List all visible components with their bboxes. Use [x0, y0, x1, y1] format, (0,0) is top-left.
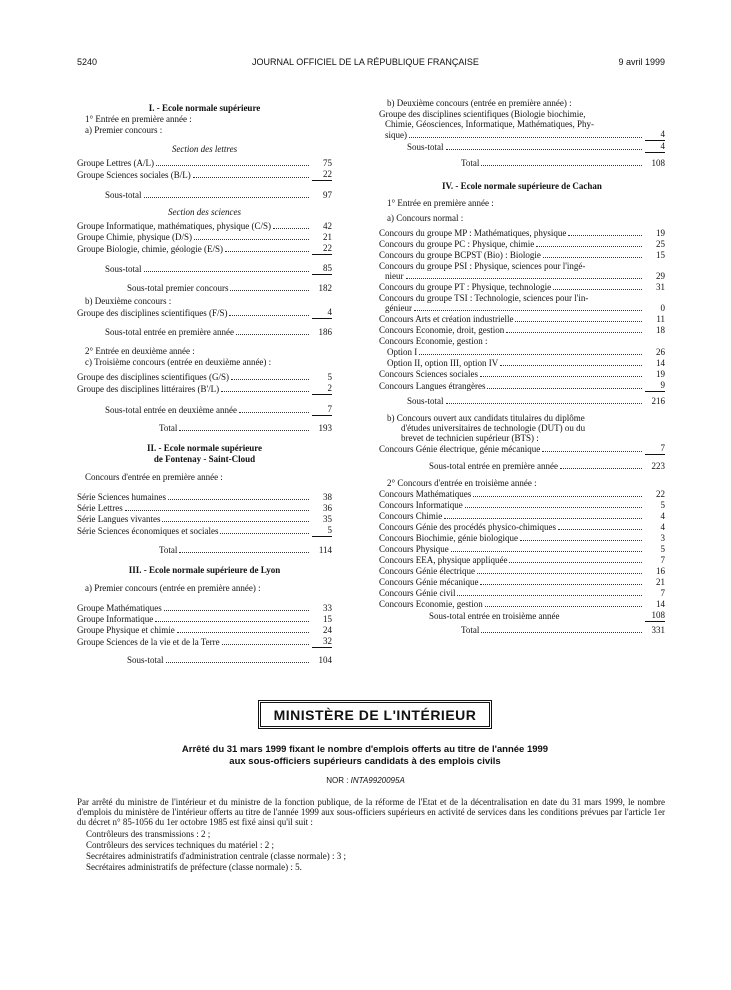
table-row	[379, 325, 665, 336]
multiline-label: Concours du groupe PSI : Physique, sciences pour l'ingé-	[379, 261, 586, 271]
row-label: Série Sciences humaines	[77, 492, 166, 502]
row-value: 19	[656, 369, 665, 379]
table-row	[379, 271, 665, 282]
section-title: IV. - Ecole normale supérieure de Cachan	[442, 181, 602, 191]
table-row	[379, 380, 665, 392]
row-value: 33	[323, 603, 332, 613]
row-value: 22	[312, 243, 332, 255]
row-label: Total	[159, 545, 178, 555]
table-row	[379, 555, 665, 566]
row-label: Concours Informatique	[379, 500, 463, 510]
row-label: Groupe Informatique, mathématiques, physique (C/S)	[77, 221, 271, 231]
row-value: 14	[656, 358, 665, 368]
total-row	[379, 158, 665, 169]
row-value: 15	[656, 250, 665, 260]
row-label: Concours Génie civil	[379, 588, 456, 598]
row-value: 15	[323, 614, 332, 624]
table-row	[379, 282, 665, 293]
subsection-heading: Section des lettres	[171, 144, 238, 154]
row-value: 108	[651, 158, 665, 168]
multiline-label: b) Concours ouvert aux candidats titulaires du diplôme	[387, 413, 585, 423]
subtotal-row	[77, 404, 332, 416]
row-label: Concours Génie mécanique	[379, 577, 479, 587]
row-label: Groupe Sciences de la vie et de la Terre	[77, 637, 220, 647]
c-rows	[77, 372, 332, 395]
total-row	[77, 423, 332, 434]
row-value: 97	[323, 190, 332, 200]
subtotal-row	[77, 283, 332, 294]
s4-rows	[379, 228, 665, 261]
table-row	[379, 511, 665, 522]
row-label: Sous-total	[127, 655, 164, 665]
row-value: 108	[645, 610, 665, 622]
row-value: 331	[651, 625, 665, 635]
s4-rows	[379, 314, 665, 336]
table-row	[77, 503, 332, 514]
row-label: Concours Economie, gestion	[379, 599, 483, 609]
row-label: génieur	[385, 303, 412, 313]
subtotal-row	[77, 327, 332, 338]
row-value: 21	[656, 577, 665, 587]
table-row	[379, 500, 665, 511]
row-value: 0	[660, 303, 665, 313]
table-row	[77, 383, 332, 395]
table-row	[77, 158, 332, 169]
row-value: 11	[656, 314, 665, 324]
row-value: 42	[323, 221, 332, 231]
group-heading: Concours Economie, gestion :	[379, 336, 488, 346]
row-label: Concours Biochimie, génie biologique	[379, 533, 518, 543]
row-value: 35	[323, 514, 332, 524]
entry-heading: 1° Entrée en première année :	[85, 114, 192, 124]
nor-code: INTA9920095A	[350, 776, 405, 785]
table-row	[77, 625, 332, 636]
row-label: Groupe des disciplines littéraires (B'/L)	[77, 384, 220, 394]
row-label: Groupe Chimie, physique (D/S)	[77, 232, 192, 242]
section-title: de Fontenay - Saint-Cloud	[153, 454, 256, 464]
row-value: 182	[318, 283, 332, 293]
row-value: 4	[660, 511, 665, 521]
entry-heading: 1° Entrée en première année :	[387, 198, 494, 208]
row-label: Option I	[387, 347, 418, 357]
table-row	[379, 250, 665, 261]
row-value: 22	[656, 489, 665, 499]
row-value: 223	[651, 461, 665, 471]
table-row	[379, 129, 665, 141]
row-value: 21	[323, 232, 332, 242]
row-value: 4	[645, 141, 665, 153]
row-value: 4	[660, 522, 665, 532]
section-title: III. - Ecole normale supérieure de Lyon	[128, 565, 281, 575]
subtotal-row	[77, 655, 332, 666]
row-label: sique)	[385, 130, 407, 140]
row-value: 9	[645, 380, 665, 392]
ministry-heading: MINISTÈRE DE L'INTÉRIEUR	[258, 700, 492, 729]
table-row	[379, 443, 665, 455]
row-label: Total	[461, 158, 480, 168]
issue-date: 9 avril 1999	[618, 57, 665, 67]
row-value: 4	[312, 307, 332, 319]
concours-heading: b) Deuxième concours :	[85, 296, 172, 306]
list-item: Contrôleurs des transmissions : 2 ;	[86, 829, 211, 839]
row-label: Concours Physique	[379, 544, 449, 554]
concours-heading: a) Premier concours (entrée en première année) :	[85, 583, 261, 593]
section-title: I. - Ecole normale supérieure	[148, 103, 261, 113]
row-label: Groupe des disciplines scientifiques (G/S)	[77, 372, 229, 382]
table-row	[379, 303, 665, 314]
subtotal-row	[379, 396, 665, 407]
s4-rows	[379, 489, 665, 610]
table-row	[77, 525, 332, 537]
row-value: 5	[660, 544, 665, 554]
subtotal-row	[77, 263, 332, 275]
right-column	[379, 98, 665, 636]
s3-rows	[77, 603, 332, 648]
table-row	[77, 636, 332, 648]
s4-rows	[379, 369, 665, 392]
row-label: Concours Chimie	[379, 511, 443, 521]
table-row	[77, 221, 332, 232]
concours-heading: Concours d'entrée en première année :	[85, 472, 223, 482]
row-value: 36	[323, 503, 332, 513]
table-row	[77, 514, 332, 525]
table-row	[379, 566, 665, 577]
list-item: Secrétaires administratifs d'administration centrale (classe normale) : 3 ;	[86, 851, 347, 861]
concours-heading: b) Deuxième concours (entrée en première année) :	[387, 98, 572, 108]
row-label: Concours Economie, droit, gestion	[379, 325, 505, 335]
row-label: Série Langues vivantes	[77, 514, 161, 524]
multiline-label: Chimie, Géosciences, Informatique, Mathématiques, Phy-	[385, 119, 594, 129]
subsection-heading: Section des sciences	[168, 207, 241, 217]
row-label: Groupe Biologie, chimie, géologie (E/S)	[77, 244, 223, 254]
row-label: Sous-total entrée en première année	[429, 461, 558, 471]
entry-heading: 2° Entrée en deuxième année :	[85, 346, 195, 356]
list-item: Contrôleurs des services techniques du matériel : 2 ;	[86, 840, 274, 850]
row-label: Concours Mathématiques	[379, 489, 472, 499]
table-row	[379, 599, 665, 610]
total-row	[77, 545, 332, 556]
row-value: 75	[323, 158, 332, 168]
row-value: 5	[312, 525, 332, 537]
row-label: Sous-total	[407, 396, 444, 406]
row-value: 31	[656, 282, 665, 292]
row-label: Total	[461, 625, 480, 635]
row-value: 114	[318, 545, 332, 555]
row-label: Concours EEA, physique appliquée	[379, 555, 508, 565]
row-value: 7	[312, 404, 332, 416]
row-label: Concours Génie électrique	[379, 566, 475, 576]
decree-list	[86, 829, 346, 873]
row-value: 4	[645, 129, 665, 141]
row-value: 186	[318, 327, 332, 337]
row-value: 25	[656, 239, 665, 249]
row-label: Série Lettres	[77, 503, 123, 513]
row-label: Série Sciences économiques et sociales	[77, 526, 219, 536]
row-label: Concours Sciences sociales	[379, 369, 478, 379]
multiline-label: brevet de technicien supérieur (BTS) :	[401, 433, 539, 443]
table-row	[379, 533, 665, 544]
multiline-label: Groupe des disciplines scientifiques (Biologie biochimie,	[379, 109, 586, 119]
table-row	[77, 603, 332, 614]
row-value: 85	[312, 263, 332, 275]
row-label: Groupe Sciences sociales (B/L)	[77, 170, 191, 180]
multiline-label: Concours du groupe TSI : Technologie, sciences pour l'in-	[379, 293, 589, 303]
row-value: 5	[660, 500, 665, 510]
option-rows	[379, 347, 665, 369]
table-row	[77, 243, 332, 255]
table-row	[387, 358, 665, 369]
left-column	[77, 98, 332, 666]
subtotal-row	[379, 141, 665, 153]
row-label: Concours Arts et création industrielle	[379, 314, 514, 324]
row-label: Groupe Physique et chimie	[77, 625, 175, 635]
row-label: Sous-total	[105, 264, 142, 274]
row-value: 7	[645, 443, 665, 455]
row-label: Option II, option III, option IV	[387, 358, 499, 368]
row-value: 104	[318, 655, 332, 665]
row-value: 16	[656, 566, 665, 576]
concours-heading: a) Premier concours :	[85, 125, 163, 135]
row-value: 38	[323, 492, 332, 502]
row-value: 19	[656, 228, 665, 238]
row-value: 7	[660, 555, 665, 565]
table-row	[387, 347, 665, 358]
row-value: 2	[312, 383, 332, 395]
entry-heading: 2° Concours d'entrée en troisième année :	[387, 478, 537, 488]
table-row	[379, 239, 665, 250]
multiline-label: d'études universitaires de technologie (DUT) ou du	[401, 423, 586, 433]
table-row	[379, 522, 665, 533]
row-label: Sous-total premier concours	[127, 283, 229, 293]
row-value: 32	[312, 636, 332, 648]
lettres-rows	[77, 158, 332, 181]
decree-title: aux sous-officiers supérieurs candidats à des emplois civils	[229, 756, 501, 767]
subtotal-row	[77, 190, 332, 201]
table-row	[379, 544, 665, 555]
row-label: Groupe Lettres (A/L)	[77, 158, 154, 168]
nor-reference	[0, 776, 731, 785]
row-value: 18	[656, 325, 665, 335]
row-label: Groupe des disciplines scientifiques (F/S)	[77, 308, 228, 318]
table-row	[379, 489, 665, 500]
row-value: 3	[660, 533, 665, 543]
nor-label: NOR :	[326, 776, 349, 785]
row-label: Concours du groupe MP : Mathématiques, physique	[379, 228, 567, 238]
table-row	[379, 369, 665, 380]
concours-heading: a) Concours normal :	[387, 213, 464, 223]
table-row	[77, 492, 332, 503]
table-row	[379, 577, 665, 588]
table-row	[77, 169, 332, 181]
row-label: Sous-total entrée en première année	[105, 327, 234, 337]
row-label: Groupe Mathématiques	[77, 603, 162, 613]
table-row	[379, 228, 665, 239]
table-row	[77, 614, 332, 625]
row-value: 7	[660, 588, 665, 598]
sciences-rows	[77, 221, 332, 255]
row-label: Sous-total	[407, 142, 444, 152]
table-row	[77, 307, 332, 319]
s2-rows	[77, 492, 332, 537]
row-value: 24	[323, 625, 332, 635]
row-label: Concours du groupe PC : Physique, chimie	[379, 239, 535, 249]
row-value: 193	[318, 423, 332, 433]
row-label: Sous-total entrée en troisième année	[429, 611, 560, 621]
row-value: 216	[651, 396, 665, 406]
table-row	[379, 314, 665, 325]
row-label: Concours du groupe PT : Physique, technologie	[379, 282, 552, 292]
row-label: Concours Langues étrangères	[379, 381, 486, 391]
row-label: Concours Génie des procédés physico-chimiques	[379, 522, 556, 532]
page-number: 5240	[77, 57, 98, 67]
row-value: 26	[656, 347, 665, 357]
decree-body: Par arrêté du ministre de l'intérieur et du ministre de la fonction publique, de la réforme de l'Etat et de la décentralisation en date du 31 mars 1999, le nombre d'emplois du ministère de l'intérieur offerts au titre de l'année 1999 aux sous-officiers supérieurs en activité de services dans les conditions prévues par l'article 1er du décret n° 85-1056 du 1er octobre 1985 est fixé ainsi qu'il suit :	[77, 797, 665, 827]
concours-heading: c) Troisième concours (entrée en deuxième année) :	[85, 357, 272, 367]
row-value: 5	[327, 372, 332, 382]
table-row	[379, 588, 665, 599]
row-label: nieur	[385, 271, 404, 281]
journal-title: JOURNAL OFFICIEL DE LA RÉPUBLIQUE FRANÇAISE	[252, 57, 479, 67]
decree-title: Arrêté du 31 mars 1999 fixant le nombre d'emplois offerts au titre de l'année 1999	[181, 744, 549, 755]
row-label: Sous-total	[105, 190, 142, 200]
row-value: 29	[656, 271, 665, 281]
list-item: Secrétaires administratifs de préfecture (classe normale) : 5.	[86, 862, 302, 872]
row-label: Total	[159, 423, 178, 433]
table-row	[77, 372, 332, 383]
row-label: Groupe Informatique	[77, 614, 154, 624]
total-row	[379, 625, 665, 636]
row-label: Concours Génie électrique, génie mécanique	[379, 444, 541, 454]
table-row	[77, 232, 332, 243]
row-label: Sous-total entrée en deuxième année	[105, 405, 237, 415]
row-value: 22	[312, 169, 332, 181]
row-value: 14	[656, 599, 665, 609]
subtotal-row	[379, 461, 665, 472]
section-title: II. - Ecole normale supérieure	[146, 443, 263, 453]
row-label: Concours du groupe BCPST (Bio) : Biologie	[379, 250, 541, 260]
subtotal-row	[379, 610, 665, 622]
